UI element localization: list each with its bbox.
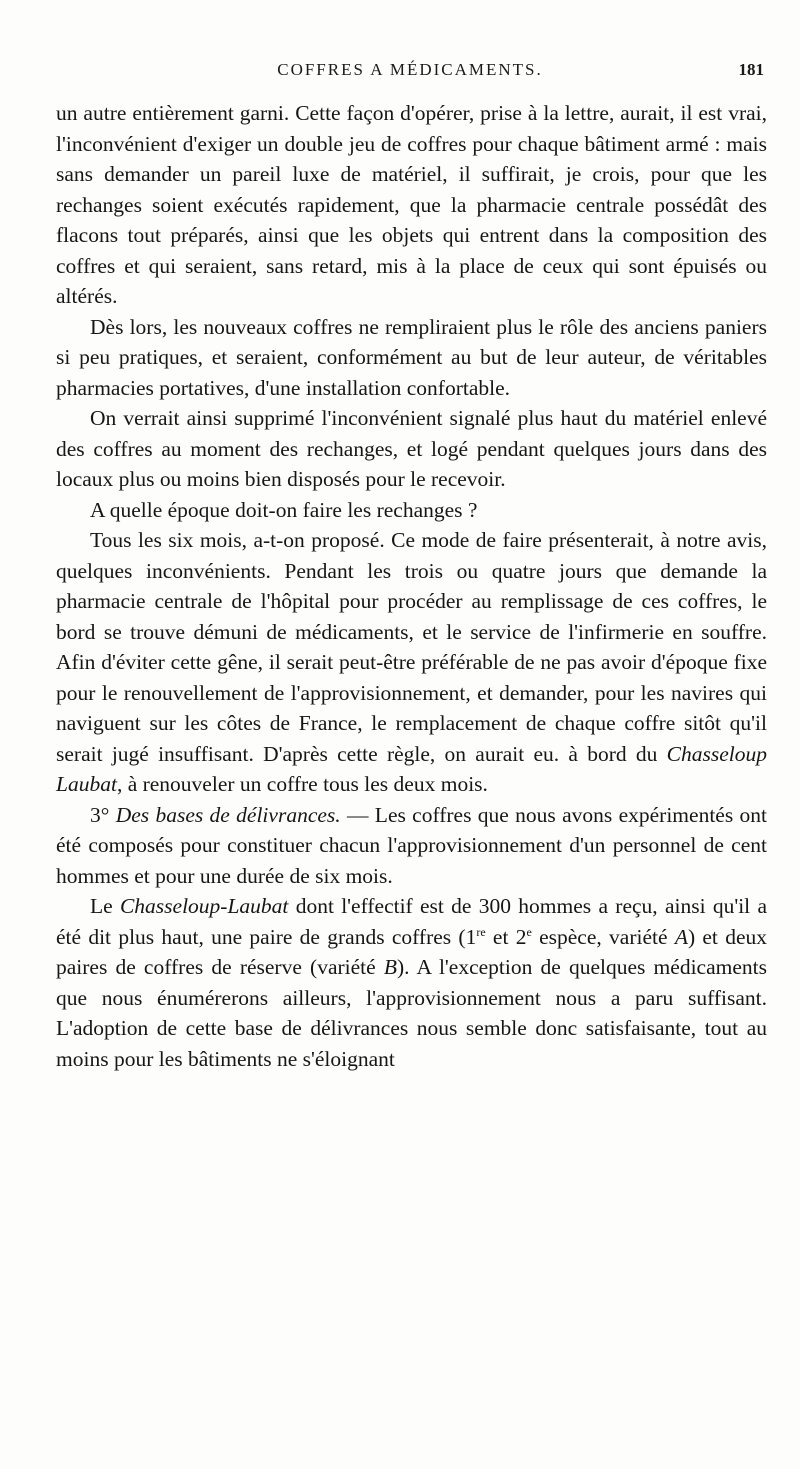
paragraph-2: Dès lors, les nouveaux coffres ne rempliraient plus le rôle des anciens paniers si peu pratiques, et seraient, conformément au but de leur auteur, de véritables pharmacies portatives, d'une installation confortable. xyxy=(56,314,767,400)
paragraph-1: un autre entièrement garni. Cette façon d'opérer, prise à la lettre, aurait, il est vrai, l'inconvénient d'exiger un double jeu de coffres pour chaque bâtiment armé : mais sans demander un pareil luxe de matériel, il suffirait, je crois, pour que les rechanges soient exécutés rapidement, que la pharmacie centrale possédât des flacons tout préparés, ainsi que les objets qui entrent dans la composition des coffres et qui seraient, sans retard, mis à la place de ceux qui sont épuisés ou altérés. xyxy=(56,101,767,308)
section-title: Des bases de délivrances. xyxy=(115,802,341,827)
paragraph-6-text: — Les coffres que nous avons expérimentés ont été composés pour constituer chacun l'approvisionnement d'un personnel de cent hommes et pour une durée de six mois. xyxy=(56,802,768,888)
paragraph-5 xyxy=(56,525,767,800)
paragraph-7 xyxy=(56,891,767,1074)
paragraph-5-text: Tous les six mois, a-t-on proposé. Ce mode de faire présenterait, à notre avis, quelques inconvénients. Pendant les trois ou quatre jours que demande la pharmacie centrale de l'hôpital pour procéder au remplissage de ces coffres, le bord se trouve démuni de médicaments, et le service de l'infirmerie en souffre. Afin d'éviter cette gêne, il serait peut-être préférable de ne pas avoir d'époque fixe pour le renouvellement de l'approvisionnement, et demander, pour les navires qui naviguent sur les côtes de France, le remplacement de chaque coffre sitôt qu'il serait jugé insuffisant. D'après cette règle, on aurait eu. à bord du xyxy=(56,528,767,766)
paragraph-6 xyxy=(56,800,767,892)
paragraph-7-e: ). A l'exception de quelques médicaments que nous énumérerons ailleurs, l'approvisionnement nous a paru suffisant. L'adoption de cette base de délivrances nous semble donc satisfaisante, tout au moins pour les bâtiments ne s'éloignant xyxy=(56,955,767,1071)
paragraph-7-a: dont l'effectif est de 300 hommes a reçu, ainsi qu'il a été dit plus haut, une paire de grands coffres (1 xyxy=(56,894,767,949)
running-head xyxy=(56,60,764,88)
ship-name: Chasseloup Laubat xyxy=(56,741,768,796)
paragraph-5-end: , à renouveler un coffre tous les deux mois. xyxy=(116,772,488,796)
page-number: 181 xyxy=(738,60,764,79)
superscript-e: e xyxy=(526,924,532,939)
section-number: 3° xyxy=(90,802,116,827)
paragraph-3: On verrait ainsi supprimé l'inconvénient signalé plus haut du matériel enlevé des coffres au moment des rechanges, et logé pendant quelques jours dans des locaux plus ou moins bien disposés pour le recevoir. xyxy=(56,406,767,491)
variety-a: A xyxy=(674,924,688,949)
paragraph-7-c: espèce, variété xyxy=(531,924,675,949)
variety-b: B xyxy=(383,955,397,979)
superscript-re: re xyxy=(476,924,486,939)
paragraph-4: A quelle époque doit-on faire les rechanges ? xyxy=(90,497,478,522)
paragraph-7-start: Le xyxy=(90,894,120,918)
paragraph-7-d: ) et deux paires de coffres de réserve (variété xyxy=(56,924,767,979)
body-text xyxy=(56,98,767,1074)
ship-name-2: Chasseloup-Laubat xyxy=(119,894,289,918)
paragraph-7-b: et 2 xyxy=(485,924,527,949)
running-title: COFFRES A MÉDICAMENTS. xyxy=(277,60,543,79)
